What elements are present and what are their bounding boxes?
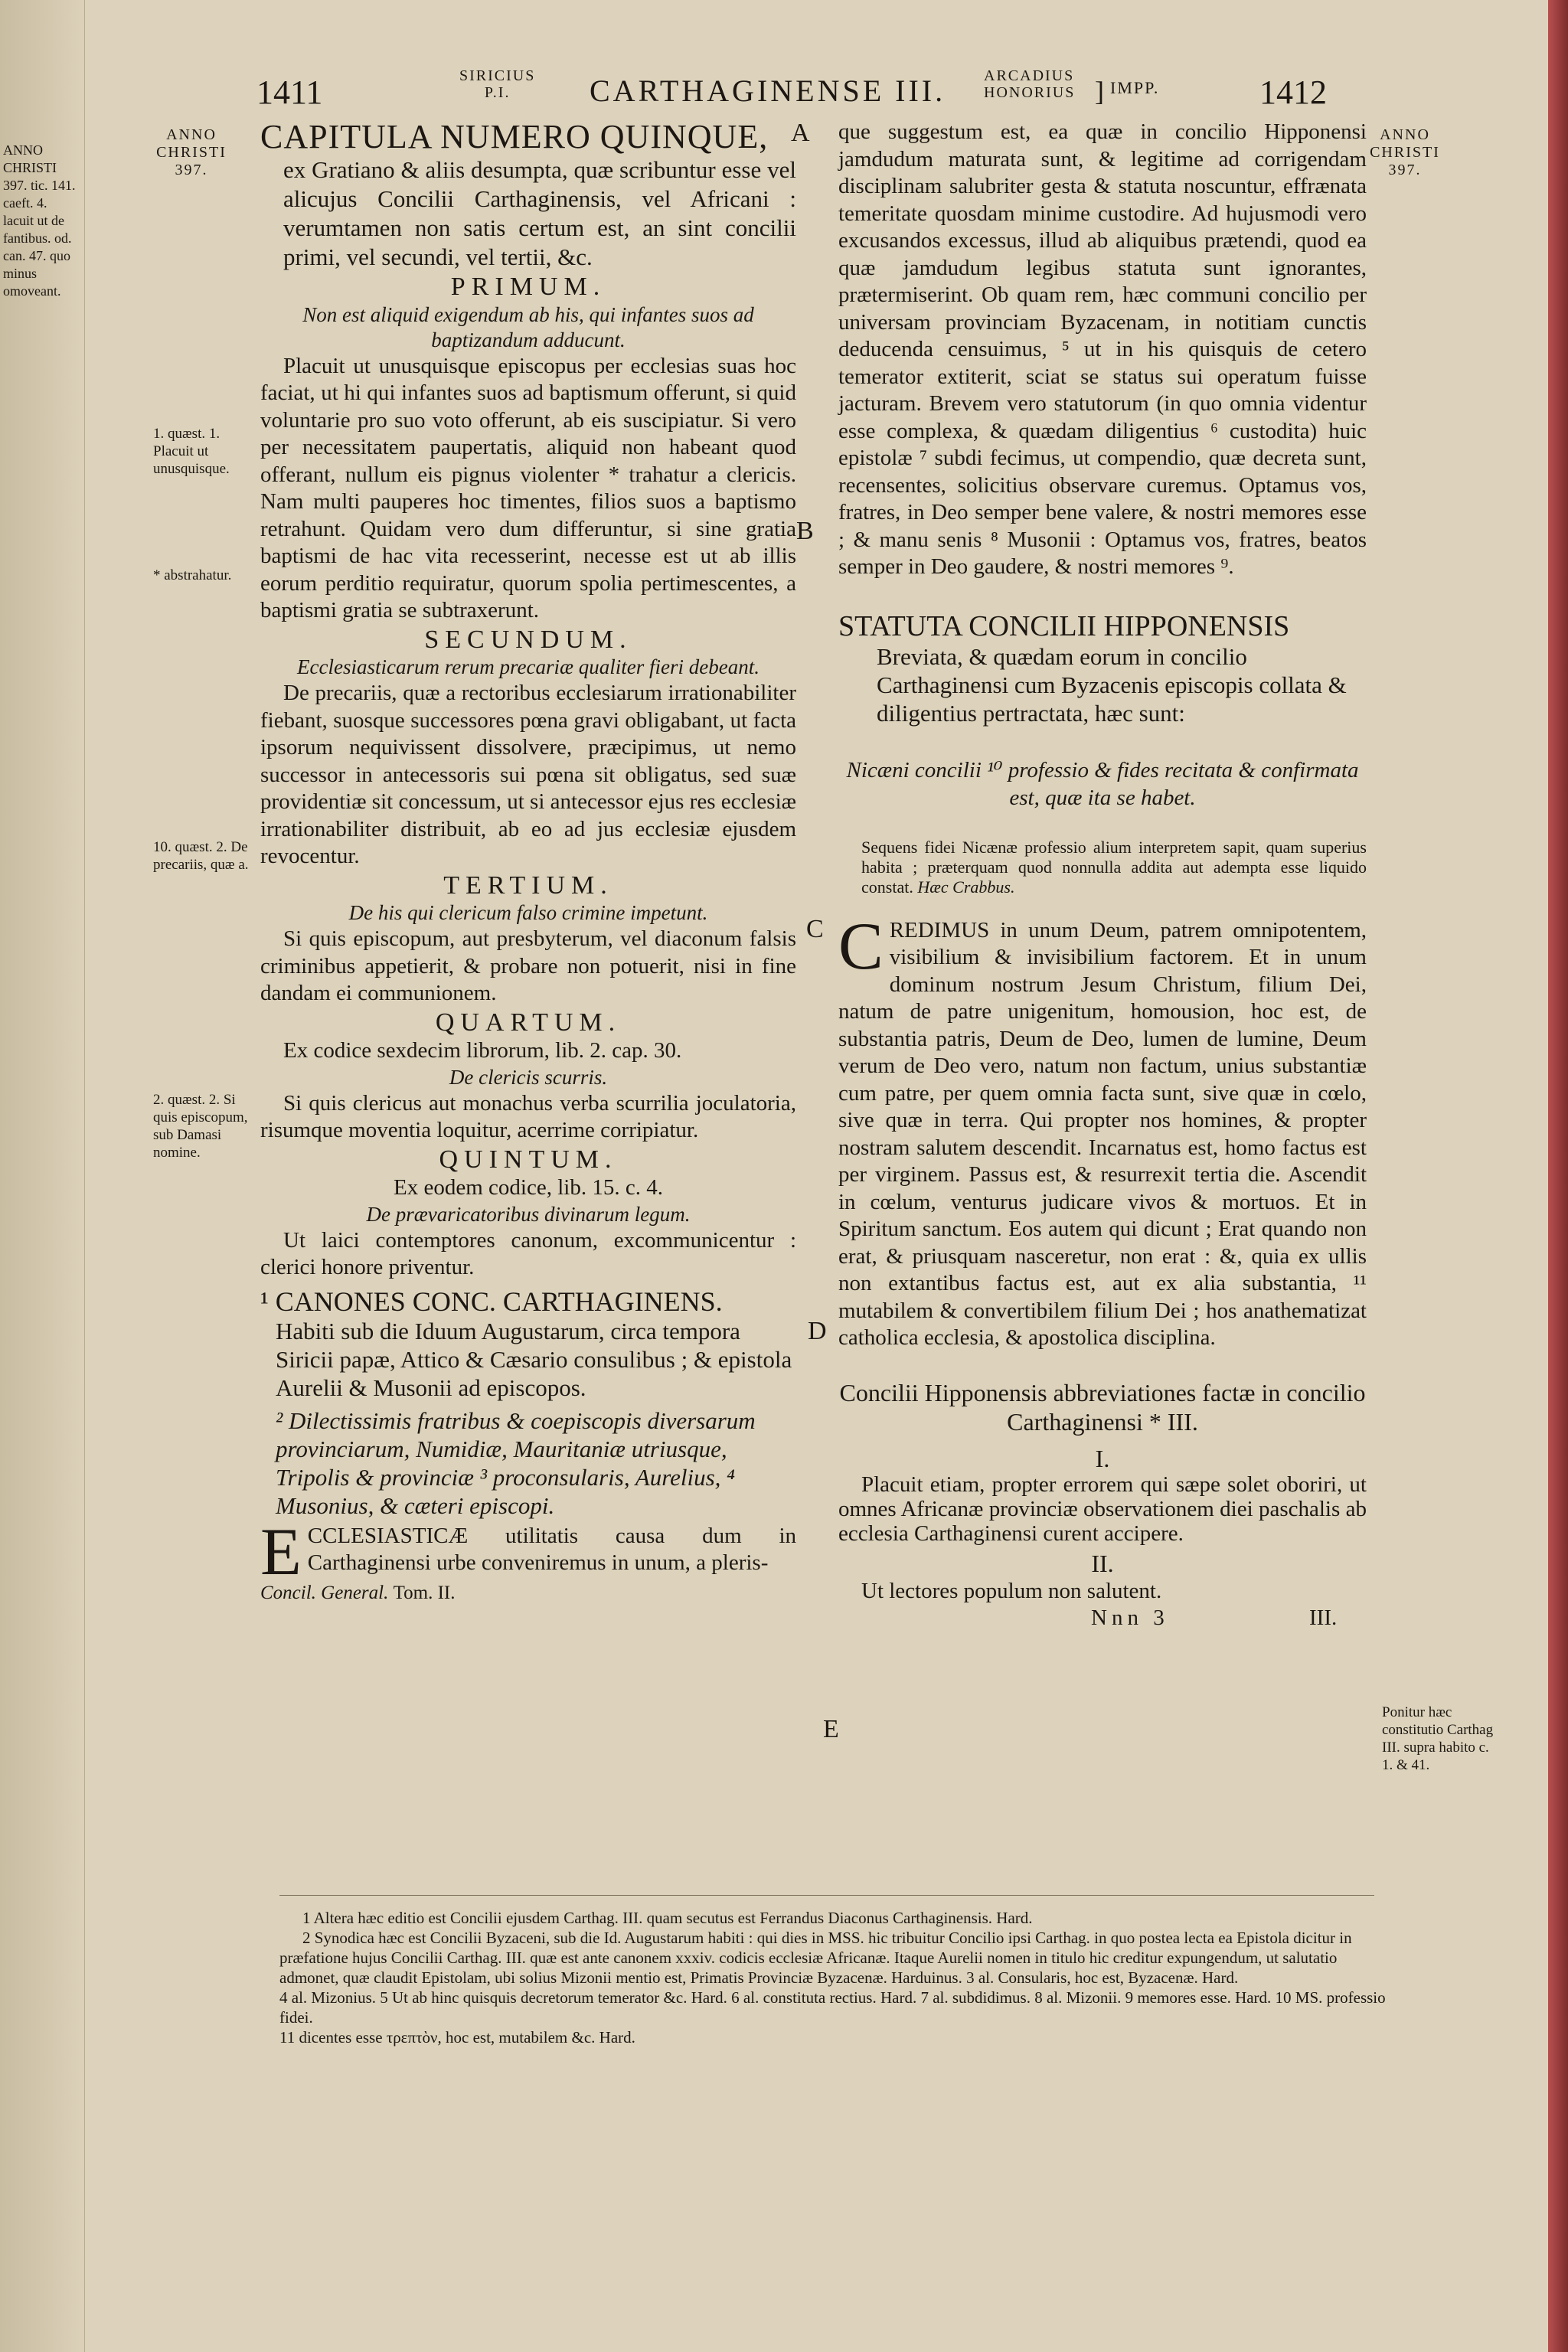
tertium-heading: TERTIUM. — [443, 871, 613, 900]
statuta-heading: STATUTA CONCILII HIPPONENSIS — [838, 609, 1290, 642]
section-letter-a: A — [791, 119, 810, 147]
signature-line-right — [838, 1605, 1367, 1635]
letter-continuation: que suggestum est, ea quæ in concilio Hipponensi jamdudum maturata sunt, & legitime ad corrigendam disciplinam salubriter gesta & statuta noscuntur, effrænata temeritate quosdam minime custodire. Ad hujusmodi vero excusandos excessus, illud ab aliquibus prætendi, quod ea quæ jamdudum legibus statuta sunt ignorantes, prætermiserint. Ob quam rem, hæc communi concilio per universam provinciam Byzacenam, in notitiam cunctis deducenda censuimus, ⁵ ut in his quisquis de cetero temerator extiterit, sciat se status sui operatum fuisse jacturam. Brevem vero statutorum (in quo omnia videntur esse complexa, & quædam diligentius ⁶ custodita) huic epistolæ ⁷ subdi fecimus, ut compendio, quæ decreta sunt, recensentes, solicitius observare curemus. Optamus vos, fratres, in Deo semper bene valere, & nostri memores esse ; & manu senis ⁸ Musonii : Optamus vos, fratres, beatos semper in Deo gaudere, & nostri memores ⁹. — [838, 119, 1367, 579]
header-emperors: ARCADIUS HONORIUS — [984, 67, 1076, 101]
catchword: III. — [1309, 1606, 1338, 1630]
quartum-text: Si quis clericus aut monachus verba scurrilia joculatoria, risumque moventia loquitur, acerrime corripiatur. — [260, 1090, 796, 1142]
secundum-heading: SECUNDUM. — [424, 625, 632, 654]
footnote-4: 11 dicentes esse τρεπτὸν, hoc est, mutabilem &c. Hard. — [279, 2028, 635, 2047]
canones-heading: ¹ CANONES CONC. CARTHAGINENS. — [260, 1285, 723, 1317]
footnote-2: 2 Synodica hæc est Concilii Byzaceni, sub die Id. Augustarum habiti : qui dies in MSS. hic tribuitur Concilio ipsi Carthag. in quo postea lecta ea Epistola dicitur in præfatione hujus Concilii Carthag. III. quæ est ante canonem xxxiv. codicis ecclesiæ Africanæ. Itaque Aurelii nomen in titulo hic creditur expungendum, ut salutatio admonet, quæ claudit Epistolam, ubi solius Mizonii mentio est, Primatis Provinciæ Byzacenæ. Harduinus. 3 al. Consularis, hoc est, Byzacenæ. Hard. — [279, 1929, 1352, 1987]
section-letter-e: E — [823, 1715, 839, 1743]
tertium-text: Si quis episcopum, aut presbyterum, vel diaconum falsis criminibus appetierit, & probare non potuerit, nisi in fine dandam ei communionem. — [260, 926, 796, 1005]
abbreviationes-heading: Concilii Hipponensis abbreviationes factæ in concilio Carthaginensi * III. — [839, 1378, 1366, 1436]
sequens-note: Sequens fidei Nicænæ professio alium interpretem sapit, quam superius habita ; præterquam quod nonnulla addita aut adempta esse liquido constat. Hæc Crabbus. — [861, 837, 1367, 897]
anno-christi-left: ANNO CHRISTI 397. — [156, 126, 227, 178]
margin-note-1: 1. quæst. 1. Placuit ut unusquisque. — [153, 426, 230, 477]
margin-note-3: 10. quæst. 2. De precariis, quæ a. — [153, 839, 249, 873]
header-pope: SIRICIUS P.I. — [459, 67, 536, 101]
primum-heading: PRIMUM. — [450, 273, 606, 301]
margin-note-2: * abstrahatur. — [153, 567, 232, 583]
salutation: ² Dilectissimis fratribus & coepiscopis diversarum provinciarum, Numidiæ, Mauritaniæ utriusque, Tripolis & provinciæ ³ proconsularis, Aurelius, ⁴ Musonius, & cæteri episcopi. — [276, 1406, 756, 1519]
footnote-rule — [279, 1895, 1374, 1896]
canon-i-text: Placuit etiam, propter errorem qui sæpe solet oboriri, ut omnes Africanæ provinciæ observationem diei paschalis ab ecclesia Carthaginensi curent accipere. — [838, 1472, 1367, 1546]
anno-christi-right: ANNO CHRISTI 397. — [1370, 126, 1440, 178]
right-column — [838, 119, 1367, 1635]
footnotes — [279, 1908, 1390, 2047]
margin-note-right: Ponitur hæc constitutio Carthag III. supra habito c. 1. & 41. — [1382, 1704, 1494, 1773]
primum-rubric: Non est aliquid exigendum ab his, qui infantes suos ad baptizandum adducunt. — [302, 302, 754, 351]
running-title: CARTHAGINENSE III. — [590, 74, 946, 108]
section-letter-c: C — [806, 915, 824, 943]
capitula-intro: ex Gratiano & aliis desumpta, quæ scribuntur esse vel alicujus Concilii Carthaginensis, vel Africani : verumtamen non satis certum est, an sint concilii primi, vel secundi, vel tertii, &c. — [283, 156, 796, 270]
canon-ii-heading: II. — [1091, 1550, 1114, 1577]
tertium-rubric: De his qui clericum falso crimine impetunt. — [348, 901, 708, 924]
page-number-left: 1411 — [256, 74, 323, 111]
footnote-1: 1 Altera hæc editio est Concilii ejusdem Carthag. III. quam secutus est Ferrandus Diaconus Carthaginensis. Hard. — [302, 1909, 1033, 1927]
margin-note-4: 2. quæst. 2. Si quis episcopum, sub Damasi nomine. — [153, 1092, 248, 1161]
capitula-heading: CAPITULA NUMERO QUINQUE, — [260, 118, 769, 155]
quartum-rubric: De clericis scurris. — [449, 1065, 608, 1089]
previous-page-edge — [0, 0, 85, 2352]
canon-i-heading: I. — [1095, 1444, 1110, 1472]
prev-page-margin-text: ANNO CHRISTI 397. tic. 141. caeft. 4. lacuit ut de fantibus. od. can. 47. quo minus omoveant. — [3, 142, 76, 299]
page-signature-left: Concil. General. Tom. II. — [260, 1582, 456, 1603]
header-bracket: ] — [1095, 76, 1104, 106]
canon-ii-text: Ut lectores populum non salutent. — [861, 1578, 1162, 1603]
left-column — [260, 119, 796, 1606]
section-letter-d: D — [808, 1317, 827, 1345]
page-number-right: 1412 — [1259, 74, 1327, 111]
letter-opening: ECCLESIASTICÆ utilitatis causa dum in Carthaginensi urbe conveniremus in unum, a pleris- — [260, 1514, 796, 1589]
canones-intro: Habiti sub die Iduum Augustarum, circa tempora Siricii papæ, Attico & Cæsario consulibus ; & epistola Aurelii & Musonii ad episcopos. — [276, 1317, 792, 1401]
nicaeni-rubric: Nicæni concilii ¹⁰ professio & fides recitata & confirmata est, quæ ita se habet. — [846, 757, 1359, 810]
credo-text: CREDIMUS in unum Deum, patrem omnipotentem, visibilium & invisibilium factorem. Et in unum dominum nostrum Jesum Christum, filium Dei, natum de patre unigenitum, homousion, hoc est, de substantia patris, Deum de Deo, lumen de lumine, Deum verum de Deo vero, natum non factum, unius substantiæ cum patre, per quem omnia facta sunt, sive quæ in cœlo, sive quæ in terra. Qui propter nos homines, & propter nostram salutem descendit. Incarnatus est, homo factus est per virginem. Passus est, & resurrexit tertia die. Ascendit in cœlum, venturus judicare vivos & mortuos. Et in Spiritum sanctum. Eos autem qui dicunt ; Erat quando non erat, & priusquam nasceretur, non erat : &, quia ex ullis non extantibus factus est, aut ex alia substantia, ¹¹ mutabilem & convertibilem filium Dei ; hos anathematizat catholica ecclesia, & apostolica disciplina. — [838, 909, 1367, 1350]
quartum-source: Ex codice sexdecim librorum, lib. 2. cap. 30. — [283, 1038, 682, 1063]
signature-mark: Nnn 3 — [1091, 1606, 1169, 1630]
drop-cap-e: E — [260, 1514, 302, 1589]
quartum-heading: QUARTUM. — [435, 1008, 622, 1037]
drop-cap-c: C — [838, 909, 884, 984]
quintum-heading: QUINTUM. — [439, 1145, 618, 1174]
quintum-rubric: De prævaricatoribus divinarum legum. — [366, 1202, 691, 1226]
quintum-text: Ut laici contemptores canonum, excommunicentur : clerici honore priventur. — [260, 1227, 796, 1279]
primum-text: Placuit ut unusquisque episcopus per ecclesias suas hoc faciat, ut hi qui infantes suos ad baptismum offerunt, si quid voluntarie pro suo voto offerunt, ab eis suscipiatur. Si vero per necessitatem paupertatis, aliquid non habeant quod offerant, nullum eis pignus violenter * trahatur a clericis. Nam multi pauperes hoc timentes, filios suos a baptismo retrahunt. Quidam vero dum differuntur, si sine gratia baptismi de hac vita recesserint, necesse est ut ab illis eorum perditio requiratur, quorum spolia pertimescentes, a baptismi gratia se subtraxerunt. — [260, 353, 796, 622]
header-impp: IMPP. — [1110, 78, 1160, 97]
section-letter-b: B — [796, 517, 814, 545]
statuta-intro: Breviata, & quædam eorum in concilio Carthaginensi cum Byzacenis episcopis collata & diligentius pertractata, hæc sunt: — [877, 642, 1347, 727]
footnote-3: 4 al. Mizonius. 5 Ut ab hinc quisquis decretorum temerator &c. Hard. 6 al. constituta rectius. Hard. 7 al. subdidimus. 8 al. Mizonii. 9 memores esse. Hard. 10 MS. professio fidei. — [279, 1988, 1386, 2027]
quintum-source: Ex eodem codice, lib. 15. c. 4. — [394, 1175, 663, 1200]
book-binding-edge — [1548, 0, 1568, 2352]
secundum-rubric: Ecclesiasticarum rerum precariæ qualiter fieri debeant. — [297, 655, 760, 678]
secundum-text: De precariis, quæ a rectoribus ecclesiarum irrationabiliter fiebant, suosque successores pœna gravi obligabant, ut facta ipsorum nequivissent dissolvere, præcipimus, ut nemo successor in antecessoris sui pœna sit obligatus, sed suæ providentiæ sit concessum, ut si antecessor ejus res ecclesiæ irrationabiliter distribuit, ab eo ad jus ecclesiæ ejusdem revocentur. — [260, 681, 796, 868]
